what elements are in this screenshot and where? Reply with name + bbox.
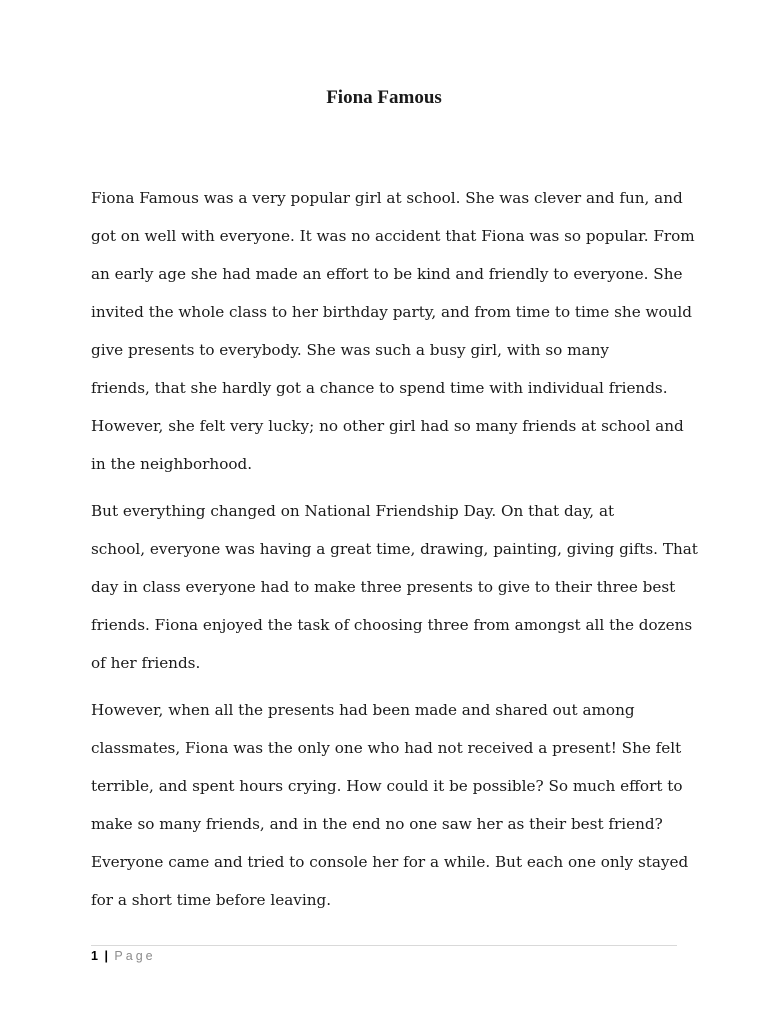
text-line: got on well with everyone. It was no accident that Fiona was so popular. From bbox=[91, 227, 695, 245]
document-title: Fiona Famous bbox=[326, 87, 442, 108]
text-line: terrible, and spent hours crying. How could it be possible? So much effort to bbox=[91, 777, 683, 795]
text-line: in the neighborhood. bbox=[91, 455, 253, 473]
text-line: for a short time before leaving. bbox=[91, 891, 332, 909]
text-line: Everyone came and tried to console her for a while. But each one only stayed bbox=[91, 853, 689, 871]
page-label: Page bbox=[114, 949, 156, 963]
page-separator: | bbox=[104, 949, 108, 963]
paragraph bbox=[91, 179, 695, 483]
text-line: an early age she had made an effort to be kind and friendly to everyone. She bbox=[91, 265, 683, 283]
text-line: give presents to everybody. She was such a busy girl, with so many bbox=[91, 341, 609, 359]
footer-divider bbox=[91, 945, 677, 946]
text-line: But everything changed on National Friendship Day. On that day, at bbox=[91, 502, 615, 520]
text-line: make so many friends, and in the end no one saw her as their best friend? bbox=[91, 815, 663, 833]
document-body bbox=[91, 179, 698, 928]
paragraph bbox=[91, 492, 698, 682]
text-line: invited the whole class to her birthday party, and from time to time she would bbox=[91, 303, 693, 321]
text-line: Fiona Famous was a very popular girl at school. She was clever and fun, and bbox=[91, 189, 683, 207]
text-line: school, everyone was having a great time, drawing, painting, giving gifts. That bbox=[91, 540, 698, 558]
text-line: classmates, Fiona was the only one who had not received a present! She felt bbox=[91, 739, 682, 757]
text-line: friends. Fiona enjoyed the task of choosing three from amongst all the dozens bbox=[91, 616, 693, 634]
text-line: However, when all the presents had been made and shared out among bbox=[91, 701, 635, 719]
text-line: friends, that she hardly got a chance to spend time with individual friends. bbox=[91, 379, 668, 397]
page-number: 1 bbox=[91, 949, 98, 963]
text-line: day in class everyone had to make three presents to give to their three best bbox=[91, 578, 676, 596]
text-line: of her friends. bbox=[91, 654, 201, 672]
page-footer bbox=[91, 948, 156, 964]
text-line: However, she felt very lucky; no other girl had so many friends at school and bbox=[91, 417, 684, 435]
paragraph bbox=[91, 691, 691, 919]
